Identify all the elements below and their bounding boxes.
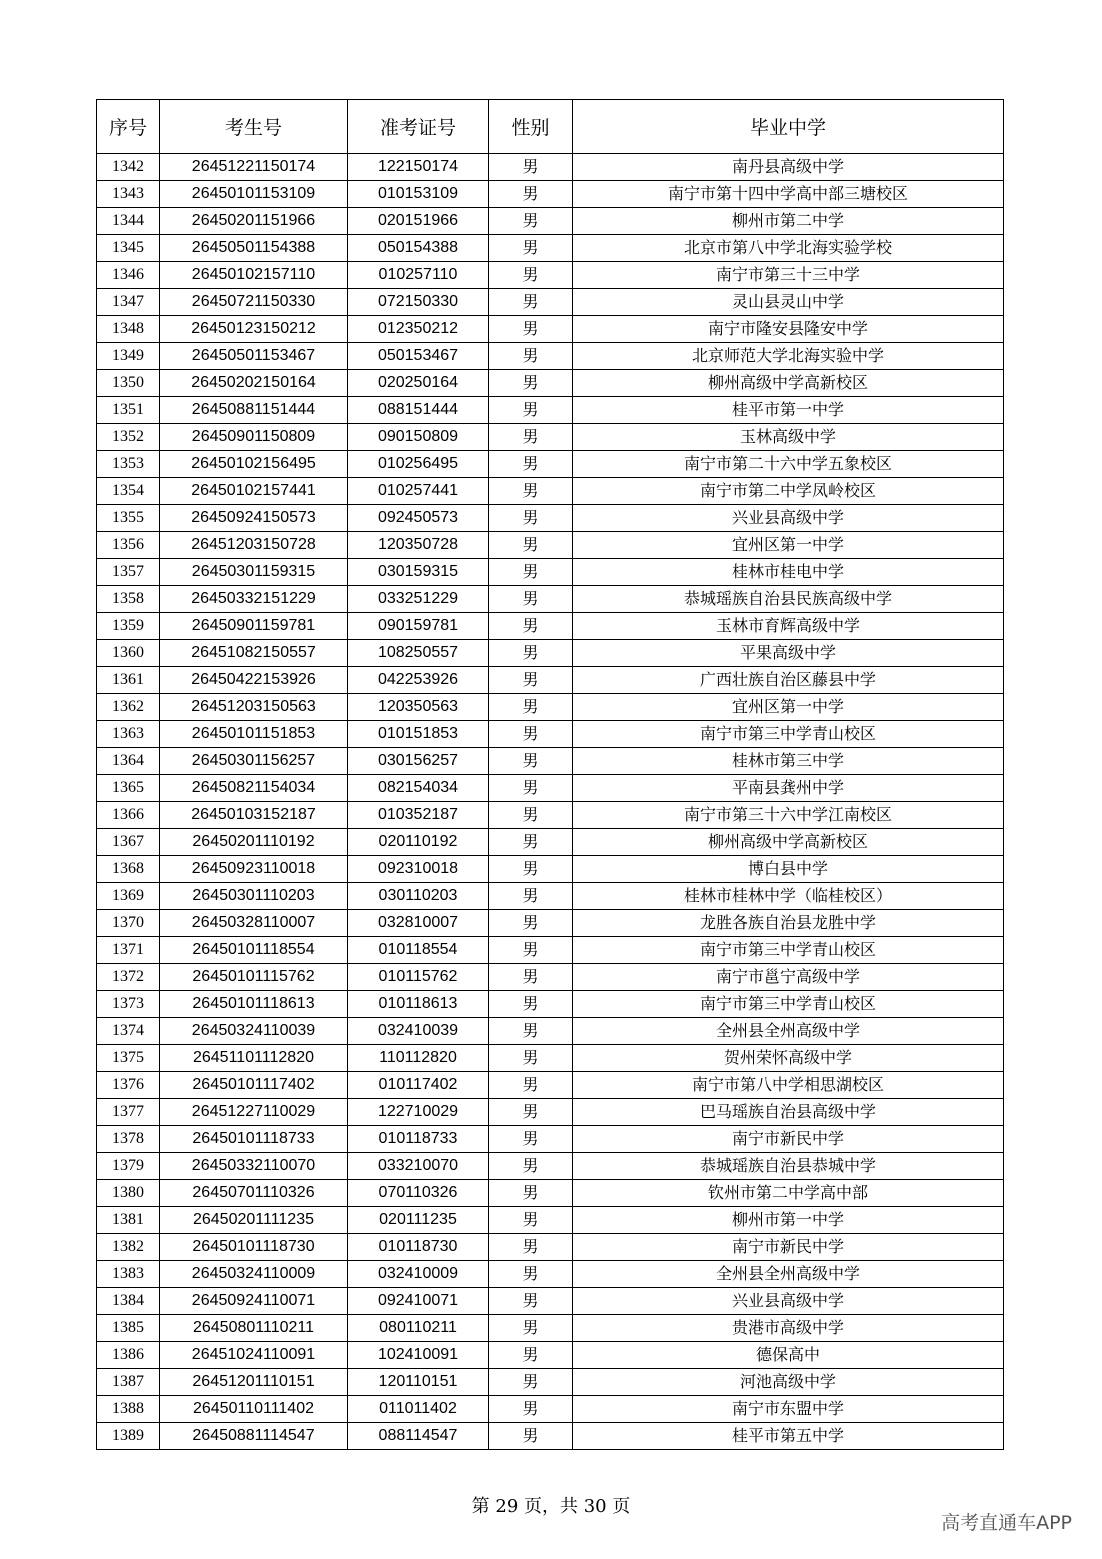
cell-admission-number: 092450573 <box>348 505 489 532</box>
cell-candidate-id: 26451082150557 <box>160 640 348 667</box>
table-row <box>97 1261 1004 1288</box>
cell-gender: 男 <box>489 1342 573 1369</box>
table-row <box>97 208 1004 235</box>
cell-candidate-id: 26450501153467 <box>160 343 348 370</box>
cell-admission-number: 030110203 <box>348 883 489 910</box>
cell-gender: 男 <box>489 883 573 910</box>
cell-seq: 1350 <box>97 370 160 397</box>
cell-seq: 1366 <box>97 802 160 829</box>
header-gender: 性别 <box>489 100 573 154</box>
cell-school: 恭城瑶族自治县恭城中学 <box>573 1153 1004 1180</box>
cell-seq: 1344 <box>97 208 160 235</box>
table-row <box>97 721 1004 748</box>
cell-admission-number: 082154034 <box>348 775 489 802</box>
cell-gender: 男 <box>489 316 573 343</box>
roster-table <box>96 99 1004 1450</box>
cell-admission-number: 010257110 <box>348 262 489 289</box>
cell-gender: 男 <box>489 397 573 424</box>
cell-school: 南宁市邕宁高级中学 <box>573 964 1004 991</box>
cell-gender: 男 <box>489 1288 573 1315</box>
cell-admission-number: 120350563 <box>348 694 489 721</box>
cell-seq: 1363 <box>97 721 160 748</box>
table-row <box>97 667 1004 694</box>
cell-admission-number: 088151444 <box>348 397 489 424</box>
cell-admission-number: 010153109 <box>348 181 489 208</box>
cell-admission-number: 050154388 <box>348 235 489 262</box>
header-admission-number: 准考证号 <box>348 100 489 154</box>
cell-candidate-id: 26450301156257 <box>160 748 348 775</box>
cell-gender: 男 <box>489 370 573 397</box>
cell-candidate-id: 26450422153926 <box>160 667 348 694</box>
cell-seq: 1342 <box>97 154 160 181</box>
cell-seq: 1355 <box>97 505 160 532</box>
cell-school: 宜州区第一中学 <box>573 532 1004 559</box>
cell-candidate-id: 26450328110007 <box>160 910 348 937</box>
cell-candidate-id: 26450821154034 <box>160 775 348 802</box>
cell-seq: 1381 <box>97 1207 160 1234</box>
cell-gender: 男 <box>489 289 573 316</box>
cell-school: 南宁市第二中学凤岭校区 <box>573 478 1004 505</box>
watermark: 高考直通车APP <box>941 1512 1072 1534</box>
table-row <box>97 748 1004 775</box>
cell-admission-number: 010117402 <box>348 1072 489 1099</box>
table-row <box>97 343 1004 370</box>
cell-gender: 男 <box>489 748 573 775</box>
cell-candidate-id: 26450701110326 <box>160 1180 348 1207</box>
cell-school: 南宁市第三十三中学 <box>573 262 1004 289</box>
cell-gender: 男 <box>489 1072 573 1099</box>
cell-candidate-id: 26450924150573 <box>160 505 348 532</box>
table-row <box>97 532 1004 559</box>
cell-gender: 男 <box>489 802 573 829</box>
cell-candidate-id: 26450901150809 <box>160 424 348 451</box>
cell-school: 贺州荣怀高级中学 <box>573 1045 1004 1072</box>
cell-gender: 男 <box>489 1396 573 1423</box>
table-row <box>97 262 1004 289</box>
cell-candidate-id: 26450201151966 <box>160 208 348 235</box>
cell-school: 柳州高级中学高新校区 <box>573 370 1004 397</box>
cell-admission-number: 120350728 <box>348 532 489 559</box>
cell-candidate-id: 26450101118730 <box>160 1234 348 1261</box>
cell-admission-number: 032410009 <box>348 1261 489 1288</box>
cell-gender: 男 <box>489 937 573 964</box>
cell-gender: 男 <box>489 667 573 694</box>
cell-gender: 男 <box>489 1180 573 1207</box>
table-row <box>97 478 1004 505</box>
cell-candidate-id: 26450881114547 <box>160 1423 348 1450</box>
cell-candidate-id: 26450301110203 <box>160 883 348 910</box>
cell-seq: 1371 <box>97 937 160 964</box>
cell-gender: 男 <box>489 1234 573 1261</box>
table-row <box>97 1234 1004 1261</box>
cell-school: 平南县龚州中学 <box>573 775 1004 802</box>
cell-school: 南宁市隆安县隆安中学 <box>573 316 1004 343</box>
cell-admission-number: 050153467 <box>348 343 489 370</box>
table-row <box>97 451 1004 478</box>
cell-gender: 男 <box>489 559 573 586</box>
cell-admission-number: 102410091 <box>348 1342 489 1369</box>
cell-gender: 男 <box>489 505 573 532</box>
cell-seq: 1356 <box>97 532 160 559</box>
table-row <box>97 586 1004 613</box>
cell-admission-number: 010257441 <box>348 478 489 505</box>
cell-admission-number: 090150809 <box>348 424 489 451</box>
cell-school: 柳州市第二中学 <box>573 208 1004 235</box>
cell-school: 全州县全州高级中学 <box>573 1018 1004 1045</box>
cell-school: 南宁市第十四中学高中部三塘校区 <box>573 181 1004 208</box>
header-candidate-id: 考生号 <box>160 100 348 154</box>
cell-candidate-id: 26450501154388 <box>160 235 348 262</box>
cell-seq: 1383 <box>97 1261 160 1288</box>
cell-seq: 1346 <box>97 262 160 289</box>
cell-admission-number: 092310018 <box>348 856 489 883</box>
cell-seq: 1382 <box>97 1234 160 1261</box>
cell-school: 巴马瑶族自治县高级中学 <box>573 1099 1004 1126</box>
cell-admission-number: 080110211 <box>348 1315 489 1342</box>
cell-seq: 1370 <box>97 910 160 937</box>
cell-seq: 1364 <box>97 748 160 775</box>
cell-gender: 男 <box>489 532 573 559</box>
cell-admission-number: 033251229 <box>348 586 489 613</box>
cell-candidate-id: 26451227110029 <box>160 1099 348 1126</box>
cell-candidate-id: 26450123150212 <box>160 316 348 343</box>
cell-seq: 1351 <box>97 397 160 424</box>
cell-admission-number: 032410039 <box>348 1018 489 1045</box>
cell-gender: 男 <box>489 343 573 370</box>
cell-admission-number: 108250557 <box>348 640 489 667</box>
table-row <box>97 1315 1004 1342</box>
cell-school: 南宁市第三十六中学江南校区 <box>573 802 1004 829</box>
cell-school: 南宁市新民中学 <box>573 1126 1004 1153</box>
cell-seq: 1387 <box>97 1369 160 1396</box>
cell-school: 南宁市第三中学青山校区 <box>573 991 1004 1018</box>
cell-candidate-id: 26450101118554 <box>160 937 348 964</box>
cell-school: 柳州高级中学高新校区 <box>573 829 1004 856</box>
cell-candidate-id: 26451203150563 <box>160 694 348 721</box>
cell-admission-number: 010118554 <box>348 937 489 964</box>
cell-seq: 1354 <box>97 478 160 505</box>
cell-admission-number: 120110151 <box>348 1369 489 1396</box>
table-row <box>97 1045 1004 1072</box>
cell-admission-number: 042253926 <box>348 667 489 694</box>
table-row <box>97 1288 1004 1315</box>
table-row <box>97 991 1004 1018</box>
cell-school: 桂平市第一中学 <box>573 397 1004 424</box>
table-row <box>97 1369 1004 1396</box>
cell-school: 玉林高级中学 <box>573 424 1004 451</box>
cell-gender: 男 <box>489 1099 573 1126</box>
cell-school: 南宁市第二十六中学五象校区 <box>573 451 1004 478</box>
cell-school: 宜州区第一中学 <box>573 694 1004 721</box>
table-row <box>97 505 1004 532</box>
page-footer: 第 29 页，共 30 页 <box>471 1496 631 1517</box>
cell-school: 德保高中 <box>573 1342 1004 1369</box>
cell-gender: 男 <box>489 262 573 289</box>
cell-gender: 男 <box>489 586 573 613</box>
table-row <box>97 1423 1004 1450</box>
table-row <box>97 559 1004 586</box>
table-row <box>97 964 1004 991</box>
cell-candidate-id: 26450301159315 <box>160 559 348 586</box>
cell-seq: 1378 <box>97 1126 160 1153</box>
cell-candidate-id: 26450324110009 <box>160 1261 348 1288</box>
cell-admission-number: 010118733 <box>348 1126 489 1153</box>
cell-admission-number: 010256495 <box>348 451 489 478</box>
cell-school: 河池高级中学 <box>573 1369 1004 1396</box>
cell-gender: 男 <box>489 721 573 748</box>
cell-candidate-id: 26450332151229 <box>160 586 348 613</box>
cell-seq: 1389 <box>97 1423 160 1450</box>
cell-gender: 男 <box>489 1153 573 1180</box>
cell-seq: 1380 <box>97 1180 160 1207</box>
cell-seq: 1358 <box>97 586 160 613</box>
cell-seq: 1365 <box>97 775 160 802</box>
cell-admission-number: 070110326 <box>348 1180 489 1207</box>
table-row <box>97 1072 1004 1099</box>
cell-candidate-id: 26451221150174 <box>160 154 348 181</box>
cell-school: 南宁市东盟中学 <box>573 1396 1004 1423</box>
cell-admission-number: 010118730 <box>348 1234 489 1261</box>
table-row <box>97 1153 1004 1180</box>
cell-school: 北京师范大学北海实验中学 <box>573 343 1004 370</box>
cell-admission-number: 032810007 <box>348 910 489 937</box>
table-row <box>97 910 1004 937</box>
cell-school: 桂林市桂电中学 <box>573 559 1004 586</box>
cell-school: 桂平市第五中学 <box>573 1423 1004 1450</box>
table-row <box>97 289 1004 316</box>
cell-candidate-id: 26450101153109 <box>160 181 348 208</box>
cell-school: 恭城瑶族自治县民族高级中学 <box>573 586 1004 613</box>
table-row <box>97 1180 1004 1207</box>
cell-gender: 男 <box>489 424 573 451</box>
cell-gender: 男 <box>489 694 573 721</box>
cell-candidate-id: 26450332110070 <box>160 1153 348 1180</box>
cell-gender: 男 <box>489 1018 573 1045</box>
cell-candidate-id: 26450881151444 <box>160 397 348 424</box>
table-row <box>97 775 1004 802</box>
cell-candidate-id: 26450924110071 <box>160 1288 348 1315</box>
cell-candidate-id: 26451024110091 <box>160 1342 348 1369</box>
cell-school: 玉林市育辉高级中学 <box>573 613 1004 640</box>
cell-gender: 男 <box>489 1315 573 1342</box>
cell-school: 桂林市桂林中学（临桂校区） <box>573 883 1004 910</box>
cell-candidate-id: 26451201110151 <box>160 1369 348 1396</box>
table-row <box>97 1099 1004 1126</box>
cell-school: 兴业县高级中学 <box>573 1288 1004 1315</box>
cell-seq: 1348 <box>97 316 160 343</box>
cell-school: 南丹县高级中学 <box>573 154 1004 181</box>
table-row <box>97 235 1004 262</box>
cell-school: 南宁市新民中学 <box>573 1234 1004 1261</box>
table-row <box>97 370 1004 397</box>
cell-candidate-id: 26451203150728 <box>160 532 348 559</box>
cell-candidate-id: 26450101118733 <box>160 1126 348 1153</box>
table-body <box>97 154 1004 1450</box>
cell-school: 灵山县灵山中学 <box>573 289 1004 316</box>
table-row <box>97 424 1004 451</box>
cell-seq: 1362 <box>97 694 160 721</box>
table-row <box>97 856 1004 883</box>
cell-candidate-id: 26450102156495 <box>160 451 348 478</box>
cell-school: 南宁市第三中学青山校区 <box>573 721 1004 748</box>
cell-seq: 1373 <box>97 991 160 1018</box>
cell-gender: 男 <box>489 1126 573 1153</box>
cell-seq: 1352 <box>97 424 160 451</box>
table-row <box>97 1342 1004 1369</box>
cell-school: 南宁市第八中学相思湖校区 <box>573 1072 1004 1099</box>
cell-admission-number: 122150174 <box>348 154 489 181</box>
cell-admission-number: 033210070 <box>348 1153 489 1180</box>
cell-seq: 1360 <box>97 640 160 667</box>
cell-gender: 男 <box>489 856 573 883</box>
cell-admission-number: 020151966 <box>348 208 489 235</box>
cell-seq: 1388 <box>97 1396 160 1423</box>
cell-seq: 1367 <box>97 829 160 856</box>
cell-candidate-id: 26450110111402 <box>160 1396 348 1423</box>
cell-school: 兴业县高级中学 <box>573 505 1004 532</box>
cell-gender: 男 <box>489 775 573 802</box>
cell-gender: 男 <box>489 991 573 1018</box>
cell-candidate-id: 26450102157110 <box>160 262 348 289</box>
cell-admission-number: 020250164 <box>348 370 489 397</box>
table-row <box>97 937 1004 964</box>
cell-school: 广西壮族自治区藤县中学 <box>573 667 1004 694</box>
table-row <box>97 397 1004 424</box>
table-row <box>97 694 1004 721</box>
cell-gender: 男 <box>489 478 573 505</box>
cell-seq: 1376 <box>97 1072 160 1099</box>
cell-gender: 男 <box>489 208 573 235</box>
cell-seq: 1375 <box>97 1045 160 1072</box>
cell-school: 全州县全州高级中学 <box>573 1261 1004 1288</box>
cell-gender: 男 <box>489 1369 573 1396</box>
cell-gender: 男 <box>489 181 573 208</box>
cell-school: 南宁市第三中学青山校区 <box>573 937 1004 964</box>
cell-seq: 1357 <box>97 559 160 586</box>
cell-school: 龙胜各族自治县龙胜中学 <box>573 910 1004 937</box>
cell-gender: 男 <box>489 964 573 991</box>
cell-candidate-id: 26451101112820 <box>160 1045 348 1072</box>
cell-seq: 1368 <box>97 856 160 883</box>
header-school: 毕业中学 <box>573 100 1004 154</box>
cell-gender: 男 <box>489 1423 573 1450</box>
cell-gender: 男 <box>489 829 573 856</box>
cell-admission-number: 010352187 <box>348 802 489 829</box>
cell-seq: 1343 <box>97 181 160 208</box>
cell-seq: 1377 <box>97 1099 160 1126</box>
cell-admission-number: 030156257 <box>348 748 489 775</box>
cell-seq: 1379 <box>97 1153 160 1180</box>
cell-candidate-id: 26450101118613 <box>160 991 348 1018</box>
table-row <box>97 1207 1004 1234</box>
table-row <box>97 154 1004 181</box>
table-row <box>97 181 1004 208</box>
cell-admission-number: 010151853 <box>348 721 489 748</box>
cell-seq: 1386 <box>97 1342 160 1369</box>
cell-admission-number: 090159781 <box>348 613 489 640</box>
table-row <box>97 829 1004 856</box>
cell-school: 柳州市第一中学 <box>573 1207 1004 1234</box>
table-row <box>97 613 1004 640</box>
cell-admission-number: 088114547 <box>348 1423 489 1450</box>
cell-seq: 1347 <box>97 289 160 316</box>
cell-admission-number: 011011402 <box>348 1396 489 1423</box>
cell-gender: 男 <box>489 451 573 478</box>
table-row <box>97 802 1004 829</box>
cell-gender: 男 <box>489 1261 573 1288</box>
cell-candidate-id: 26450201110192 <box>160 829 348 856</box>
cell-candidate-id: 26450101117402 <box>160 1072 348 1099</box>
cell-gender: 男 <box>489 1207 573 1234</box>
cell-gender: 男 <box>489 235 573 262</box>
cell-school: 平果高级中学 <box>573 640 1004 667</box>
cell-school: 博白县中学 <box>573 856 1004 883</box>
table-header-row <box>97 100 1004 154</box>
cell-seq: 1361 <box>97 667 160 694</box>
cell-candidate-id: 26450923110018 <box>160 856 348 883</box>
cell-admission-number: 122710029 <box>348 1099 489 1126</box>
cell-candidate-id: 26450721150330 <box>160 289 348 316</box>
table-row <box>97 1396 1004 1423</box>
table-row <box>97 316 1004 343</box>
cell-admission-number: 092410071 <box>348 1288 489 1315</box>
cell-admission-number: 020111235 <box>348 1207 489 1234</box>
cell-seq: 1345 <box>97 235 160 262</box>
cell-gender: 男 <box>489 910 573 937</box>
cell-seq: 1349 <box>97 343 160 370</box>
roster-table-container <box>96 99 1003 1450</box>
cell-candidate-id: 26450101151853 <box>160 721 348 748</box>
cell-candidate-id: 26450324110039 <box>160 1018 348 1045</box>
cell-gender: 男 <box>489 613 573 640</box>
table-row <box>97 1126 1004 1153</box>
cell-seq: 1359 <box>97 613 160 640</box>
cell-candidate-id: 26450103152187 <box>160 802 348 829</box>
cell-school: 桂林市第三中学 <box>573 748 1004 775</box>
cell-admission-number: 012350212 <box>348 316 489 343</box>
table-row <box>97 640 1004 667</box>
cell-candidate-id: 26450101115762 <box>160 964 348 991</box>
cell-seq: 1369 <box>97 883 160 910</box>
cell-seq: 1385 <box>97 1315 160 1342</box>
cell-seq: 1384 <box>97 1288 160 1315</box>
cell-seq: 1372 <box>97 964 160 991</box>
cell-admission-number: 110112820 <box>348 1045 489 1072</box>
cell-seq: 1374 <box>97 1018 160 1045</box>
cell-admission-number: 072150330 <box>348 289 489 316</box>
table-row <box>97 883 1004 910</box>
cell-candidate-id: 26450901159781 <box>160 613 348 640</box>
header-seq: 序号 <box>97 100 160 154</box>
cell-gender: 男 <box>489 154 573 181</box>
cell-candidate-id: 26450201111235 <box>160 1207 348 1234</box>
cell-admission-number: 010118613 <box>348 991 489 1018</box>
cell-gender: 男 <box>489 1045 573 1072</box>
cell-school: 钦州市第二中学高中部 <box>573 1180 1004 1207</box>
cell-school: 贵港市高级中学 <box>573 1315 1004 1342</box>
table-row <box>97 1018 1004 1045</box>
cell-gender: 男 <box>489 640 573 667</box>
cell-candidate-id: 26450202150164 <box>160 370 348 397</box>
cell-candidate-id: 26450801110211 <box>160 1315 348 1342</box>
cell-admission-number: 030159315 <box>348 559 489 586</box>
cell-admission-number: 020110192 <box>348 829 489 856</box>
cell-seq: 1353 <box>97 451 160 478</box>
cell-candidate-id: 26450102157441 <box>160 478 348 505</box>
cell-school: 北京市第八中学北海实验学校 <box>573 235 1004 262</box>
cell-admission-number: 010115762 <box>348 964 489 991</box>
